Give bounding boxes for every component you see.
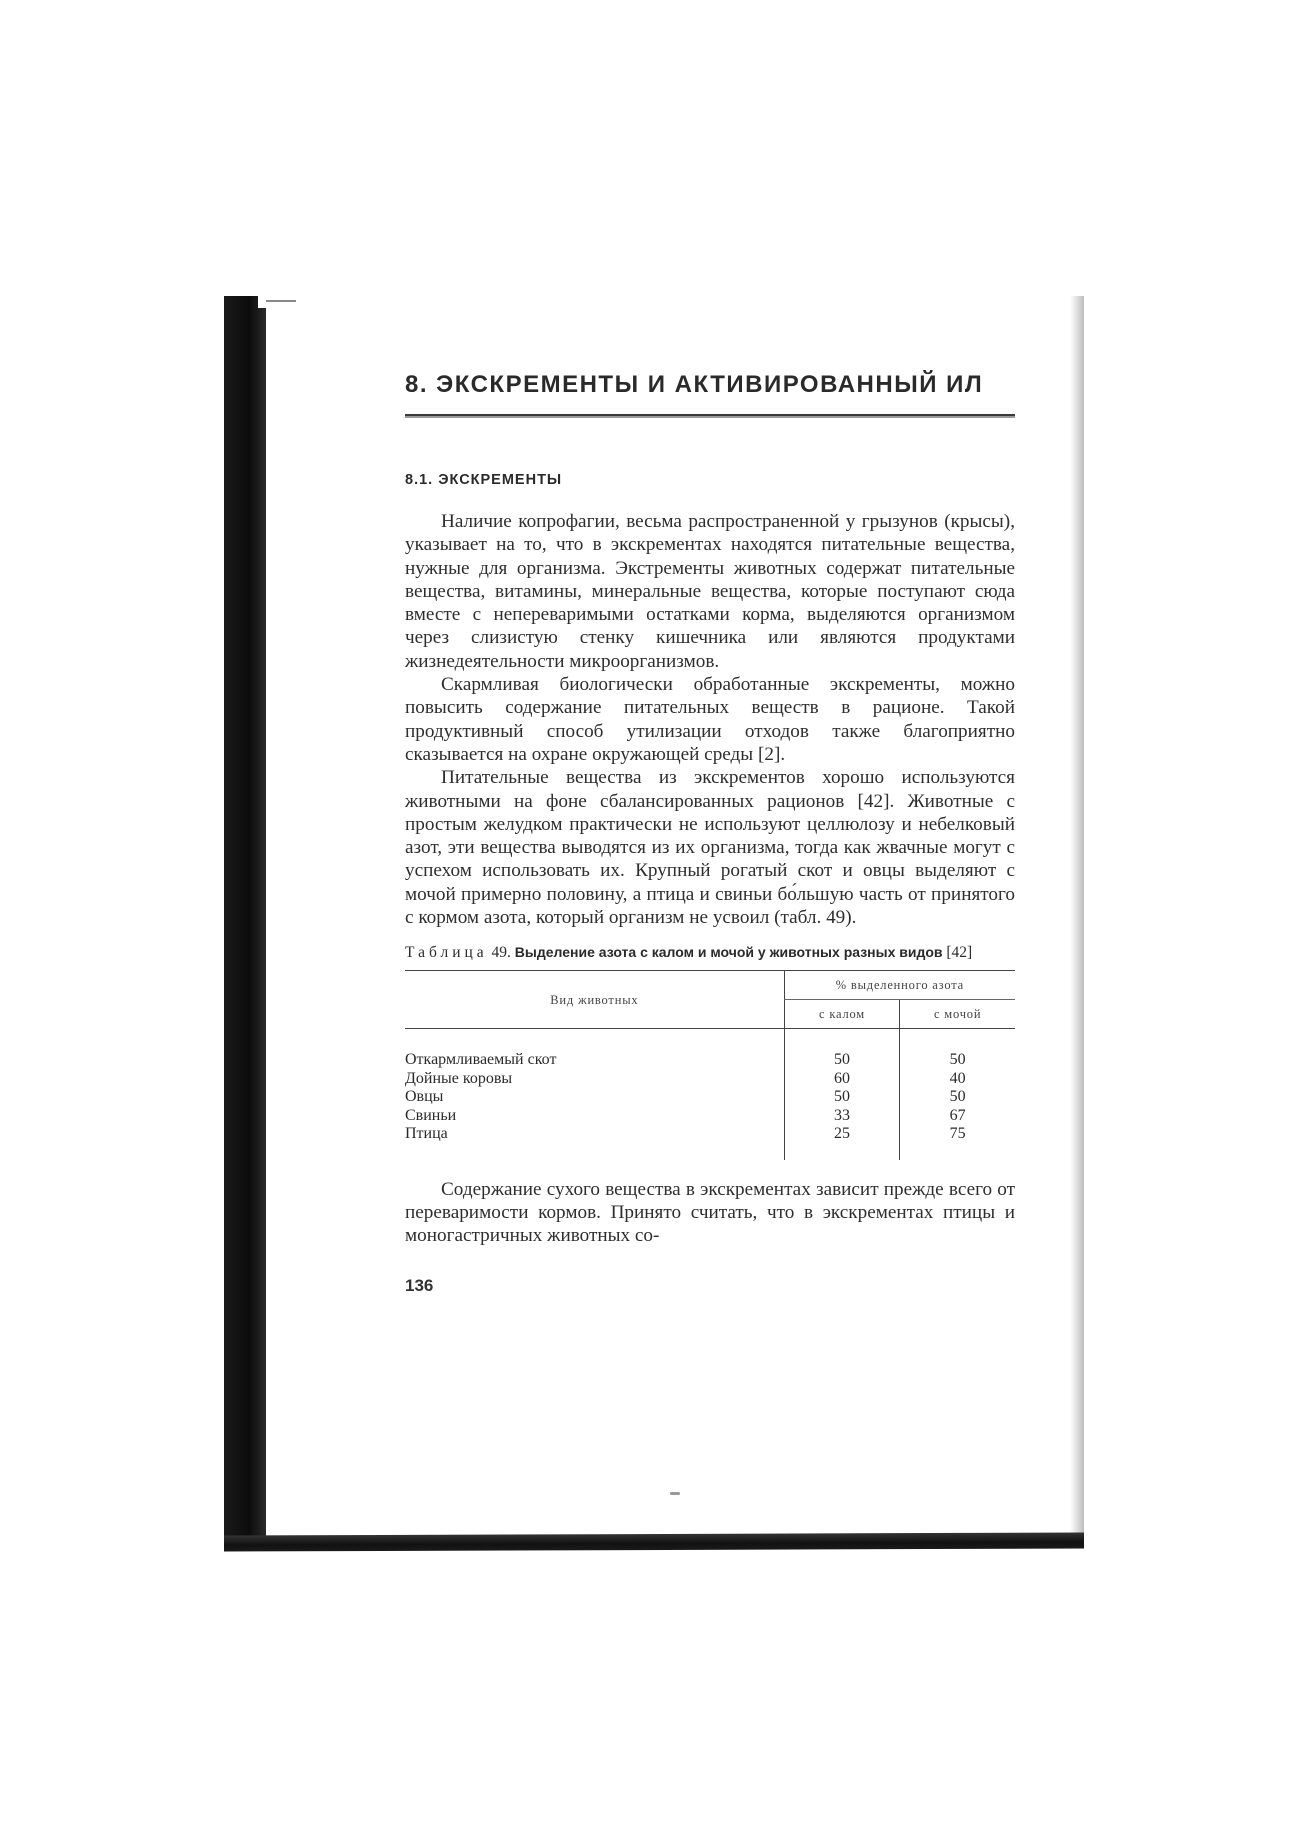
page-number: 136 (405, 1275, 434, 1295)
cell-feces: 50 (784, 1088, 900, 1107)
scan-border-bottom (224, 1532, 1084, 1551)
spacer-cell (405, 1144, 784, 1160)
cell-urine: 75 (900, 1125, 1015, 1144)
paragraph-1: Наличие копрофагии, весьма распространенной у грызунов (крысы), указывает на то, что в экскрементах находятся питательные вещества, нужные для организма. Экстременты животных содержат питательные вещества, витамины, минеральные вещества, которые поступают сюда вместе с непереваримыми остатками корма, выделяются организмом через слизистую стенку кишечника или являются продуктами жизнедеятельности микроорганизмов. (405, 511, 1015, 672)
spacer-cell (900, 1144, 1015, 1160)
chapter-rule (405, 414, 1015, 416)
cell-urine: 50 (900, 1088, 1015, 1107)
cell-urine: 67 (900, 1107, 1015, 1126)
spacer-cell (784, 1029, 900, 1052)
cell-animal: Дойные коровы (405, 1069, 513, 1087)
scan-speck (670, 1492, 680, 1495)
chapter-title: 8. ЭКСКРЕМЕНТЫ И АКТИВИРОВАННЫЙ ИЛ (405, 371, 984, 398)
book-page (405, 370, 1015, 1296)
cell-feces: 25 (784, 1125, 900, 1144)
spacer-cell (405, 1029, 784, 1052)
header-feces: с калом (784, 1000, 900, 1029)
closing-paragraph: Содержание сухого вещества в экскрементах зависит прежде всего от переваримости кормов. Принято считать, что в экскрементах птицы и моногастричных животных со- (405, 1178, 1015, 1247)
cell-urine: 50 (900, 1051, 1015, 1070)
cell-urine: 40 (900, 1070, 1015, 1089)
scan-notch (258, 296, 294, 308)
table-bottom-spacer (405, 1144, 1015, 1160)
table-row (405, 1070, 1015, 1089)
spacer-cell (900, 1029, 1015, 1052)
table-row (405, 1051, 1015, 1070)
table-header-rule (405, 1029, 1015, 1052)
paragraph-2: Скармливая биологически обработанные экскременты, можно повысить содержание питательных веществ в рационе. Такой продуктивный способ утилизации отходов также благоприятно сказывается на охране окружающей среды [2]. (405, 674, 1015, 765)
cell-animal: Птица (405, 1125, 448, 1143)
header-animal: Вид животных (550, 992, 639, 1007)
table-row (405, 1107, 1015, 1126)
cell-animal: Свиньи (405, 1106, 457, 1124)
cell-animal: Откармливаемый скот (405, 1051, 557, 1069)
cell-feces: 33 (784, 1107, 900, 1126)
table-caption-number: 49. (491, 944, 511, 962)
nitrogen-table (405, 970, 1015, 1160)
table-header-row (405, 971, 1015, 1000)
scan-top-line (266, 300, 296, 302)
cell-feces: 50 (784, 1051, 900, 1070)
table-caption-label: Таблица (405, 944, 488, 962)
header-urine: с мочой (900, 1000, 1015, 1029)
paragraph-3: Питательные вещества из экскрементов хорошо используются животными на фоне сбалансированных рационов [42]. Животные с простым желудком практически не используют целлюлозу и небелковый азот, эти вещества выводятся из их организма, тогда как жвачные могут с успехом использовать их. Крупный рогатый скот и овцы выделяют с мочой примерно половину, а птица и свиньи бо́льшую часть от принятого с кормом азота, который организм не усвоил (табл. 49). (405, 767, 1015, 929)
table-row (405, 1088, 1015, 1107)
scan-border-left (224, 296, 266, 1548)
header-group: % выделенного азота (784, 971, 1015, 1000)
table-caption-text: Выделение азота с калом и мочой у животных разных видов (514, 944, 943, 961)
table-caption (405, 943, 1015, 962)
table-caption-ref: [42] (946, 944, 973, 962)
section-title: 8.1. ЭКСКРЕМЕНТЫ (405, 472, 563, 488)
table-row (405, 1125, 1015, 1144)
spacer-cell (784, 1144, 900, 1160)
scan-border-right (1070, 296, 1084, 1548)
cell-feces: 60 (784, 1070, 900, 1089)
cell-animal: Овцы (405, 1088, 444, 1106)
